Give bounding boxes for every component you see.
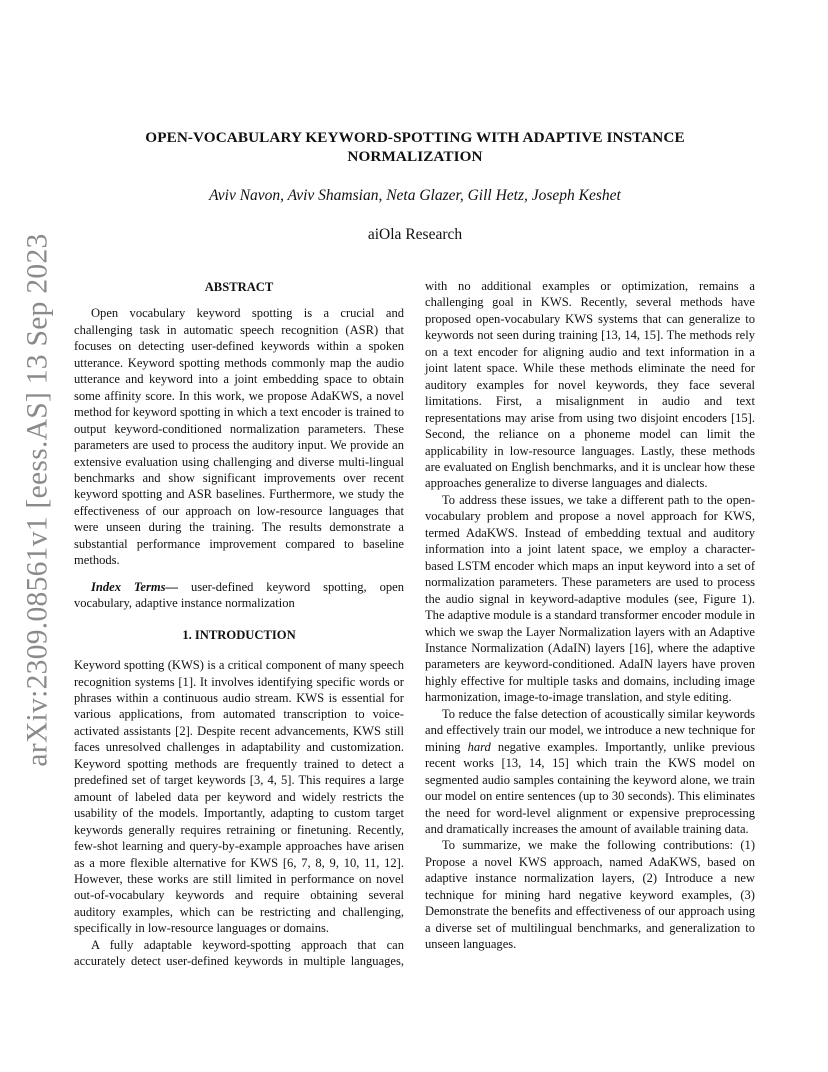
introduction-heading: 1. INTRODUCTION [182, 627, 296, 642]
arxiv-identifier: arXiv:2309.08561v1 [eess.AS] 13 Sep 2023 [21, 233, 54, 767]
index-terms [74, 579, 404, 612]
paper-title [100, 128, 730, 166]
title-line-1: OPEN-VOCABULARY KEYWORD-SPOTTING WITH ADAPTIVE INSTANCE [145, 129, 685, 146]
intro-p4-emphasis: hard [467, 739, 491, 754]
intro-paragraph-5: To summarize, we make the following contributions: (1) Propose a novel KWS approach, named AdaKWS, based on adaptive instance normalization layers, (2) Introduce a new technique for mining hard negative keyword examples, (3) Demonstrate the benefits and effectiveness of our approach using a diverse set of multilingual benchmarks, and generalization to unseen languages. [425, 838, 755, 952]
left-column [74, 278, 404, 970]
intro-paragraph-3: To address these issues, we take a different path to the open-vocabulary problem and propose a novel approach for KWS, termed AdaKWS. Instead of embedding textual and auditory information into a joint latent space, we employ a character-based LSTM encoder which maps an input keyword into a set of normalization parameters. These parameters are used to process the audio signal in keyword-adaptive modules (see, Figure 1). The adaptive module is a standard transformer encoder module in which we swap the Layer Normalization layers with an Adaptive Instance Normalization (AdaIN) layers [16], where the adaptive parameters are keyword-conditioned. AdaIN layers have proven highly effective for multiple tasks and domains, including image harmonization, image-to-image translation, and style editing. [425, 492, 755, 705]
intro-paragraph-2-continued: with no additional examples or optimization, remains a challenging goal in KWS. Recently, several methods have proposed open-vocabulary KWS systems that can generalize to keywords not seen during training [13, 14, 15]. The methods rely on a text encoder for aligning audio and text information in a joint latent space. While these methods eliminate the need for auditory examples for novel keywords, they face several limitations. First, a misalignment in audio and text representations may arise from using two disjoint encoders [15]. Second, the reliance on a phoneme model can limit the applicability in low-resource languages. Lastly, these methods are evaluated on English benchmarks, and it is unclear how these approaches generalize to diverse languages and dialects. [425, 279, 755, 491]
intro-p4-pre: To reduce the false detection of acoustically similar keywords and effectively train our model, we introduce a new technique for mining [425, 706, 755, 754]
index-terms-label: Index Terms— [91, 579, 179, 594]
intro-paragraph-4 [425, 706, 755, 838]
right-column [425, 278, 755, 953]
abstract-heading: ABSTRACT [204, 280, 274, 294]
intro-paragraph-1: Keyword spotting (KWS) is a critical component of many speech recognition systems [1]. It involves identifying specific words or phrases within a continuous audio stream. KWS is essential for various applications, from automated transcription to voice-activated assistants [2]. Despite recent advancements, KWS still faces unresolved challenges in adaptability and customization. Keyword spotting methods are frequently trained to detect a predefined set of target keywords [3, 4, 5]. This requires a large amount of labeled data per keyword and widely restricts the usability of the models. Importantly, adapting to custom target keywords generally requires retraining or finetuning. Recently, few-shot learning and query-by-example approaches have arisen as a more flexible alternative for KWS [6, 7, 8, 9, 10, 11, 12]. However, these works are still limited in performance on novel out-of-vocabulary keywords and require obtaining several auditory examples, which can be restricting and challenging, specifically in low-resource languages or domains. [74, 658, 404, 936]
index-terms-text: user-defined keyword spotting, open vocabulary, adaptive instance normalization [74, 579, 404, 611]
intro-paragraph-2: A fully adaptable keyword-spotting approach that can accurately detect user-defined keywords in multiple languages, [74, 937, 404, 969]
title-line-2: NORMALIZATION [347, 148, 483, 165]
abstract-text: Open vocabulary keyword spotting is a crucial and challenging task in automatic speech recognition (ASR) that focuses on detecting user-defined keywords within a spoken utterance. Keyword spotting methods commonly map the audio utterance and keyword into a joint embedding space to obtain some affinity score. In this work, we propose AdaKWS, a novel method for keyword spotting in which a text encoder is trained to output keyword-conditioned normalization parameters. These parameters are used to process the auditory input. We provide an extensive evaluation using challenging and diverse multi-lingual benchmarks and show significant improvements over recent keyword spotting and ASR baselines. Furthermore, we study the effectiveness of our approach on low-resource languages that were unseen during the training. The results demonstrate a substantial performance improvement compared to baseline methods. [74, 306, 404, 568]
affiliation: aiOla Research [367, 226, 463, 243]
intro-p4-post: negative examples. Importantly, unlike previous recent works [13, 14, 15] which train the KWS model on segmented audio samples containing the keyword alone, we train our model on entire sentences (up to 30 seconds). This eliminates the need for word-level alignment or expensive preprocessing and dramatically increases the amount of available training data. [425, 739, 755, 836]
arxiv-sidebar-stamp [8, 233, 68, 767]
author-list: Aviv Navon, Aviv Shamsian, Neta Glazer, Gill Hetz, Joseph Keshet [209, 187, 621, 204]
